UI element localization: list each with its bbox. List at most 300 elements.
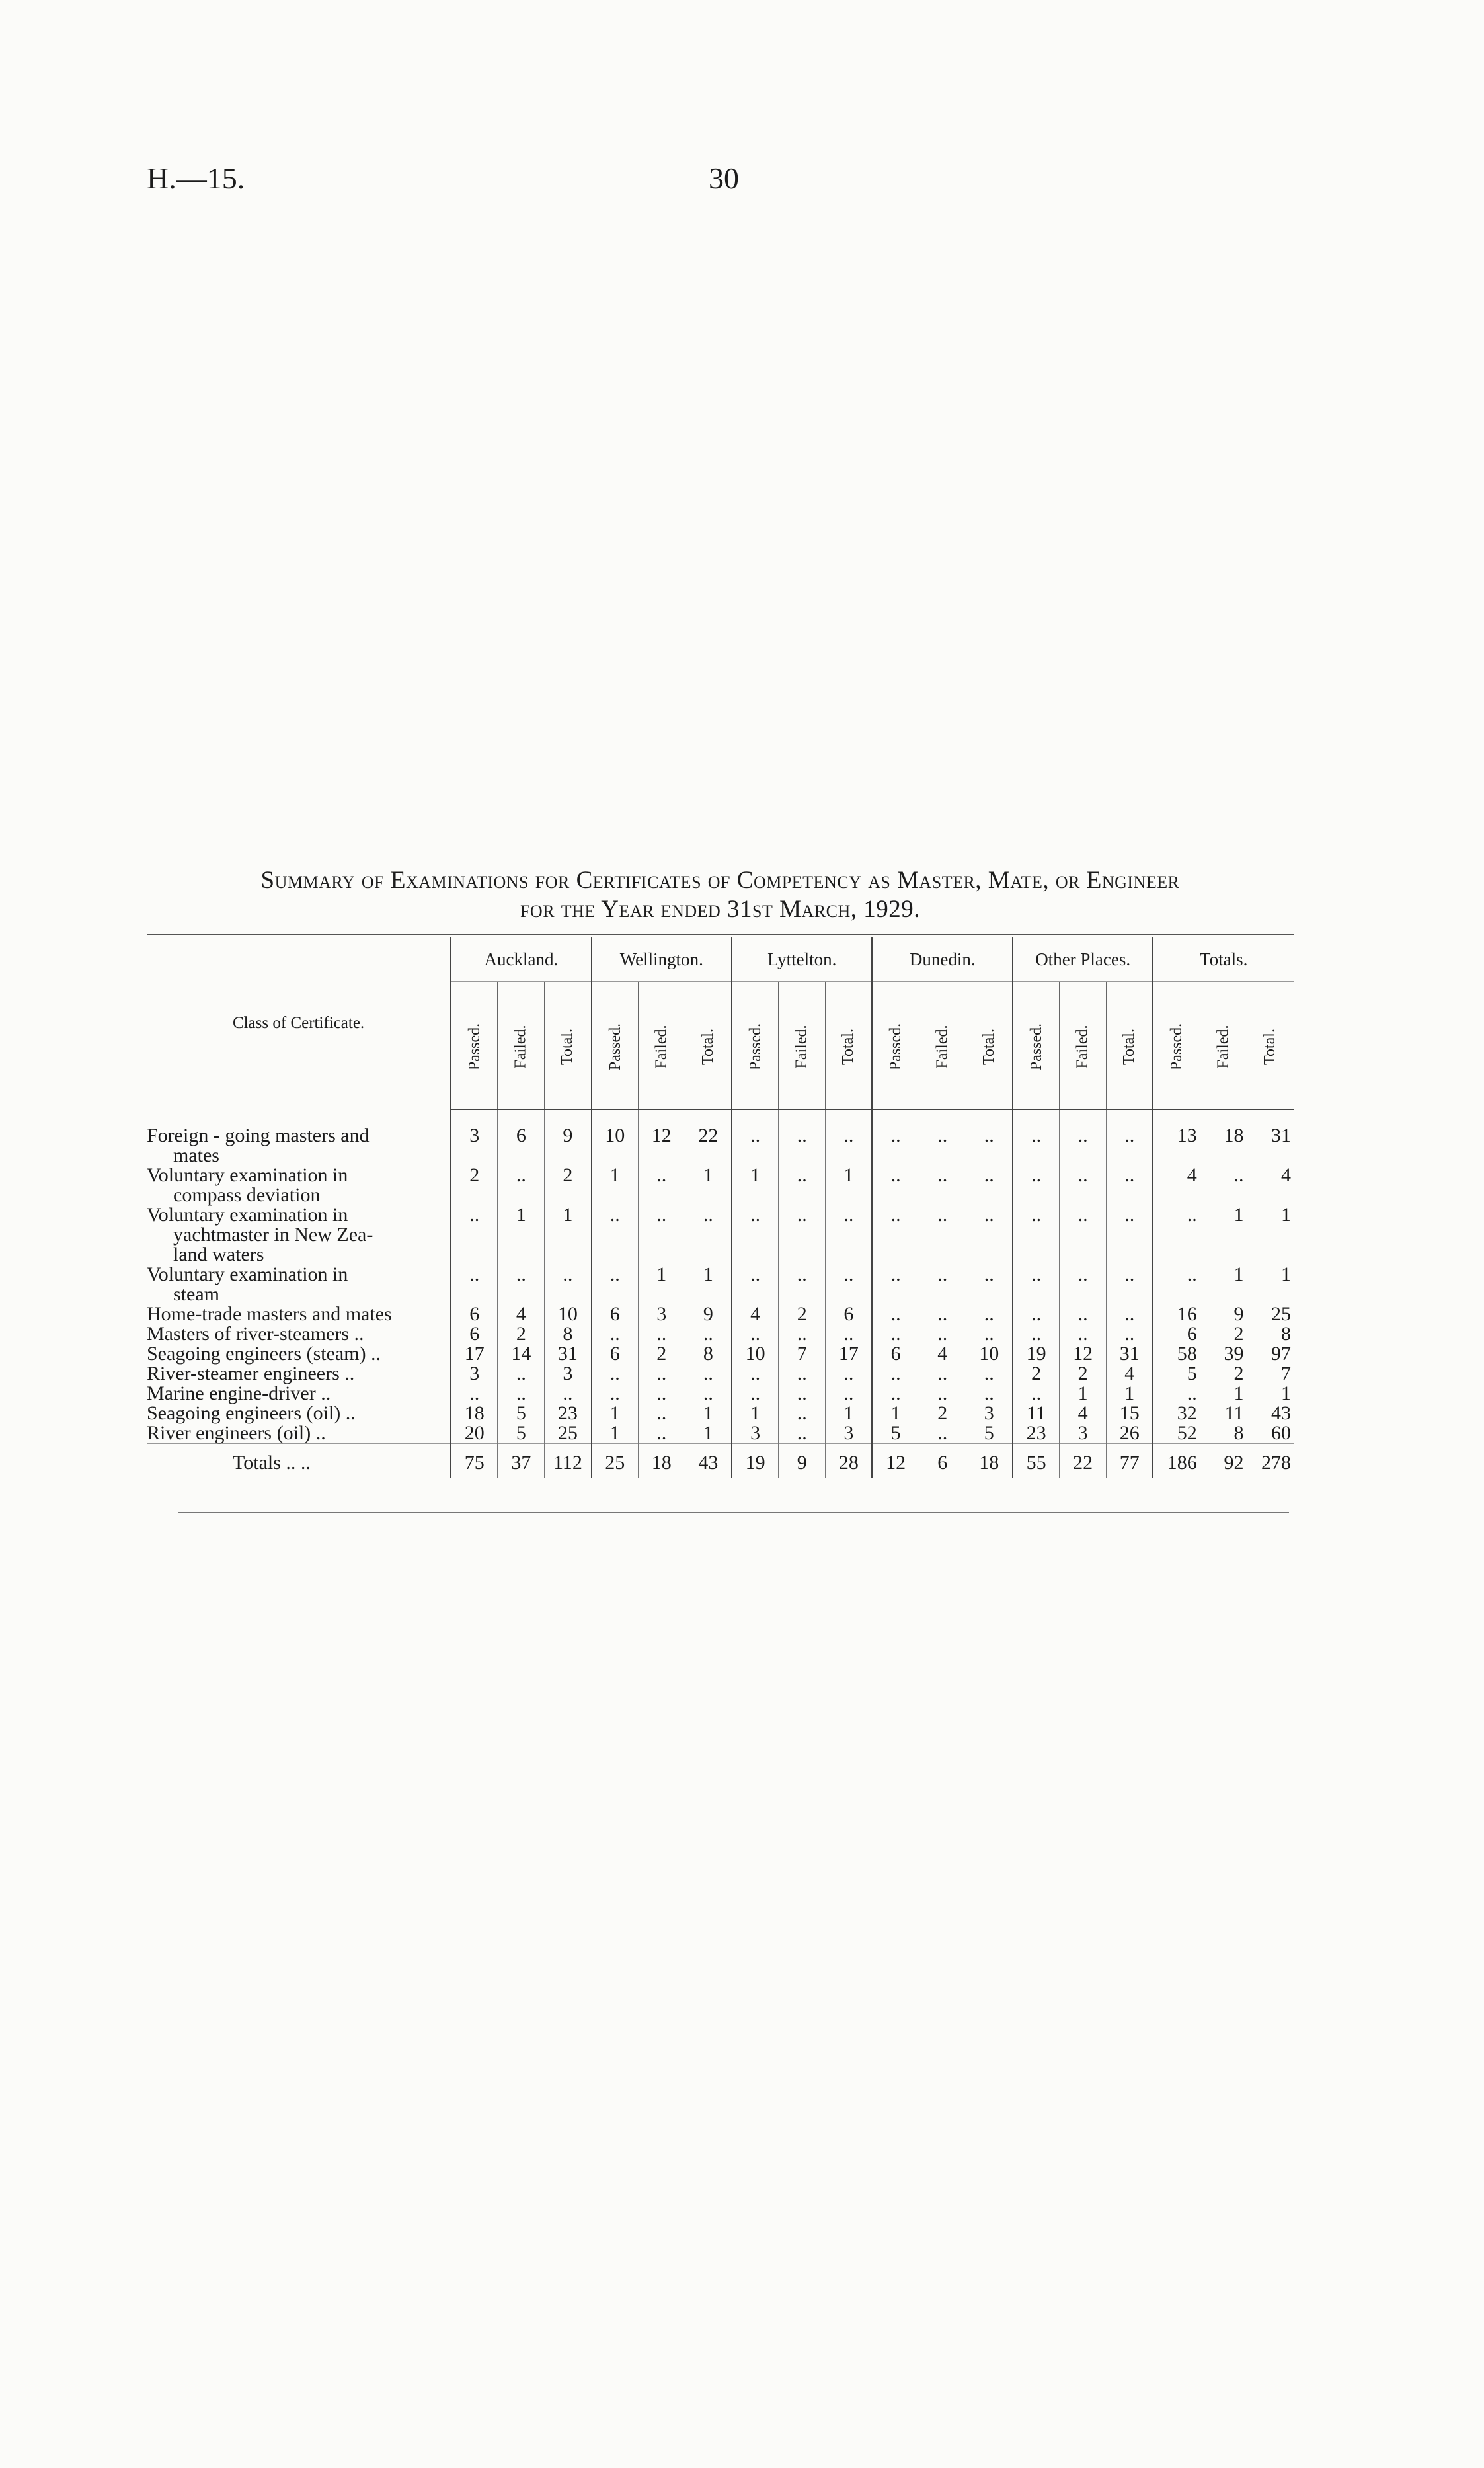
- subcolumn-header: [1247, 982, 1294, 1110]
- subcolumn-header: [826, 982, 873, 1110]
- cell-value: ..: [1200, 1166, 1247, 1205]
- table-row: [147, 1265, 1294, 1304]
- certificate-class-label: [147, 1205, 451, 1265]
- cell-value: ..: [919, 1423, 966, 1444]
- cell-value: 1: [685, 1166, 732, 1205]
- certificate-class-label: [147, 1364, 451, 1384]
- table-row: [147, 1166, 1294, 1205]
- subcolumn-header: [592, 982, 639, 1110]
- cell-value: ..: [872, 1166, 919, 1205]
- cell-value: 9: [545, 1126, 592, 1166]
- cell-value: 92: [1200, 1444, 1247, 1479]
- subcolumn-label: Failed.: [512, 1025, 529, 1069]
- subcolumn-label: Total.: [1120, 1029, 1138, 1065]
- cell-value: 2: [1200, 1324, 1247, 1344]
- subcolumn-label: Passed.: [606, 1023, 624, 1071]
- cell-value: ..: [919, 1384, 966, 1404]
- subcolumn-label: Total.: [980, 1029, 997, 1065]
- certificate-class-label: [147, 1265, 451, 1304]
- label-text: Marine engine-driver ..: [147, 1382, 331, 1404]
- certificate-class-label: [147, 1166, 451, 1205]
- cell-value: 11: [1013, 1404, 1060, 1423]
- cell-value: 186: [1153, 1444, 1200, 1479]
- cell-value: 2: [498, 1324, 545, 1344]
- label-continuation: land waters: [173, 1244, 264, 1265]
- certificate-class-label: [147, 1384, 451, 1404]
- cell-value: 11: [1200, 1404, 1247, 1423]
- cell-value: 12: [638, 1126, 685, 1166]
- cell-value: 1: [638, 1265, 685, 1304]
- cell-value: 1: [685, 1404, 732, 1423]
- cell-value: 1: [1200, 1265, 1247, 1304]
- cell-value: ..: [966, 1384, 1013, 1404]
- label-text: Seagoing engineers (steam) ..: [147, 1343, 381, 1365]
- certificate-class-label: [147, 1344, 451, 1364]
- spacer-row: [147, 1109, 1294, 1126]
- cell-value: ..: [592, 1324, 639, 1344]
- label-text: Totals .. ..: [233, 1452, 311, 1474]
- table-title: [147, 866, 1294, 924]
- cell-value: 6: [872, 1344, 919, 1364]
- table-bottom-rule: [178, 1512, 1289, 1513]
- cell-value: 5: [498, 1423, 545, 1444]
- subcolumn-header: [545, 982, 592, 1110]
- cell-value: 31: [545, 1344, 592, 1364]
- cell-value: 9: [779, 1444, 826, 1479]
- cell-value: 12: [872, 1444, 919, 1479]
- cell-value: 23: [545, 1404, 592, 1423]
- label-continuation: yachtmaster in New Zea-: [173, 1224, 373, 1246]
- cell-value: 3: [966, 1404, 1013, 1423]
- cell-value: ..: [638, 1364, 685, 1384]
- subcolumn-header: [1153, 982, 1200, 1110]
- cell-value: ..: [732, 1126, 779, 1166]
- cell-value: 60: [1247, 1423, 1294, 1444]
- cell-value: ..: [779, 1126, 826, 1166]
- subcolumn-label: Passed.: [1168, 1023, 1186, 1071]
- cell-value: ..: [1013, 1265, 1060, 1304]
- label-continuation: steam: [173, 1283, 219, 1305]
- subcolumn-header: [732, 982, 779, 1110]
- label-continuation: compass deviation: [173, 1184, 321, 1206]
- certificate-class-label: [147, 1324, 451, 1344]
- cell-value: ..: [1060, 1324, 1107, 1344]
- cell-value: ..: [1153, 1384, 1200, 1404]
- cell-value: 7: [1247, 1364, 1294, 1384]
- cell-value: ..: [826, 1364, 873, 1384]
- cell-value: ..: [638, 1324, 685, 1344]
- subcolumn-header: [685, 982, 732, 1110]
- cell-value: ..: [1060, 1126, 1107, 1166]
- subcolumn-header: [1013, 982, 1060, 1110]
- cell-value: 6: [451, 1324, 498, 1344]
- subcolumn-label: Total.: [699, 1029, 717, 1065]
- cell-value: 10: [732, 1344, 779, 1364]
- group-header-dunedin: Dunedin.: [872, 937, 1012, 982]
- cell-value: 18: [451, 1404, 498, 1423]
- cell-value: 4: [732, 1304, 779, 1324]
- cell-value: ..: [966, 1364, 1013, 1384]
- cell-value: ..: [872, 1265, 919, 1304]
- cell-value: 2: [1060, 1364, 1107, 1384]
- cell-value: ..: [592, 1205, 639, 1265]
- table-row: [147, 1404, 1294, 1423]
- cell-value: ..: [1107, 1166, 1153, 1205]
- subcolumn-header: [1107, 982, 1153, 1110]
- subcolumn-header: [966, 982, 1013, 1110]
- table-top-rule: [147, 934, 1294, 935]
- cell-value: ..: [1013, 1384, 1060, 1404]
- cell-value: ..: [919, 1126, 966, 1166]
- cell-value: 1: [1200, 1205, 1247, 1265]
- cell-value: 1: [1107, 1384, 1153, 1404]
- cell-value: ..: [1013, 1166, 1060, 1205]
- cell-value: 1: [732, 1166, 779, 1205]
- cell-value: 4: [1060, 1404, 1107, 1423]
- label-continuation: mates: [173, 1144, 219, 1166]
- cell-value: ..: [1060, 1304, 1107, 1324]
- cell-value: 16: [1153, 1304, 1200, 1324]
- cell-value: ..: [1013, 1126, 1060, 1166]
- cell-value: 112: [545, 1444, 592, 1479]
- cell-value: 10: [545, 1304, 592, 1324]
- cell-value: 4: [919, 1344, 966, 1364]
- label-text: Seagoing engineers (oil) ..: [147, 1402, 356, 1424]
- group-header-totals: Totals.: [1153, 937, 1294, 982]
- cell-value: 278: [1247, 1444, 1294, 1479]
- cell-value: ..: [1013, 1205, 1060, 1265]
- cell-value: ..: [545, 1384, 592, 1404]
- cell-value: 2: [919, 1404, 966, 1423]
- cell-value: 28: [826, 1444, 873, 1479]
- table-row: [147, 1324, 1294, 1344]
- certificate-class-label: [147, 1304, 451, 1324]
- cell-value: ..: [919, 1364, 966, 1384]
- cell-value: ..: [966, 1324, 1013, 1344]
- cell-value: 58: [1153, 1344, 1200, 1364]
- cell-value: 75: [451, 1444, 498, 1479]
- cell-value: ..: [966, 1304, 1013, 1324]
- cell-value: 1: [592, 1166, 639, 1205]
- subcolumn-label: Passed.: [466, 1023, 484, 1071]
- cell-value: ..: [872, 1205, 919, 1265]
- cell-value: ..: [638, 1384, 685, 1404]
- cell-value: ..: [779, 1166, 826, 1205]
- cell-value: 1: [592, 1423, 639, 1444]
- cell-value: ..: [826, 1265, 873, 1304]
- cell-value: ..: [685, 1364, 732, 1384]
- cell-value: 8: [545, 1324, 592, 1344]
- cell-value: ..: [872, 1304, 919, 1324]
- cell-value: 3: [826, 1423, 873, 1444]
- cell-value: 7: [779, 1344, 826, 1364]
- cell-value: 5: [966, 1423, 1013, 1444]
- certificate-class-label: [147, 1126, 451, 1166]
- cell-value: ..: [1013, 1304, 1060, 1324]
- subcolumn-label: Total.: [559, 1029, 576, 1065]
- cell-value: ..: [826, 1126, 873, 1166]
- cell-value: ..: [1153, 1265, 1200, 1304]
- cell-value: 1: [826, 1166, 873, 1205]
- cell-value: ..: [638, 1166, 685, 1205]
- cell-value: 1: [1247, 1205, 1294, 1265]
- cell-value: ..: [919, 1205, 966, 1265]
- cell-value: 22: [1060, 1444, 1107, 1479]
- cell-value: 1: [872, 1404, 919, 1423]
- cell-value: 6: [498, 1126, 545, 1166]
- cell-value: 3: [1060, 1423, 1107, 1444]
- cell-value: ..: [1107, 1304, 1153, 1324]
- cell-value: ..: [732, 1384, 779, 1404]
- cell-value: 10: [966, 1344, 1013, 1364]
- cell-value: ..: [638, 1423, 685, 1444]
- label-text: River engineers (oil) ..: [147, 1422, 326, 1444]
- subcolumn-label: Failed.: [1074, 1025, 1091, 1069]
- cell-value: 1: [498, 1205, 545, 1265]
- table-row: [147, 1423, 1294, 1444]
- cell-value: 4: [1107, 1364, 1153, 1384]
- cell-value: 1: [1247, 1265, 1294, 1304]
- cell-value: ..: [872, 1126, 919, 1166]
- cell-value: ..: [872, 1364, 919, 1384]
- cell-value: 22: [685, 1126, 732, 1166]
- table-row: [147, 1384, 1294, 1404]
- cell-value: ..: [732, 1265, 779, 1304]
- cell-value: ..: [826, 1384, 873, 1404]
- group-header-auckland: Auckland.: [451, 937, 591, 982]
- cell-value: 18: [966, 1444, 1013, 1479]
- cell-value: 13: [1153, 1126, 1200, 1166]
- cell-value: ..: [966, 1265, 1013, 1304]
- cell-value: ..: [498, 1384, 545, 1404]
- cell-value: 19: [732, 1444, 779, 1479]
- cell-value: 2: [1013, 1364, 1060, 1384]
- label-text: River-steamer engineers ..: [147, 1363, 355, 1384]
- cell-value: 32: [1153, 1404, 1200, 1423]
- cell-value: 8: [685, 1344, 732, 1364]
- cell-value: 6: [826, 1304, 873, 1324]
- cell-value: ..: [779, 1384, 826, 1404]
- subcolumn-header: [779, 982, 826, 1110]
- cell-value: ..: [779, 1205, 826, 1265]
- subcolumn-header: [638, 982, 685, 1110]
- cell-value: 1: [732, 1404, 779, 1423]
- subcolumn-label: Passed.: [747, 1023, 765, 1071]
- cell-value: 20: [451, 1423, 498, 1444]
- cell-value: ..: [779, 1404, 826, 1423]
- subcolumn-label: Failed.: [793, 1025, 810, 1069]
- subcolumn-label: Failed.: [652, 1025, 670, 1069]
- subcolumn-label: Total.: [840, 1029, 857, 1065]
- cell-value: ..: [1107, 1324, 1153, 1344]
- cell-value: 6: [919, 1444, 966, 1479]
- title-line-2: for the Year ended 31st March, 1929.: [520, 896, 921, 923]
- cell-value: 25: [592, 1444, 639, 1479]
- cell-value: ..: [779, 1324, 826, 1344]
- cell-value: 8: [1247, 1324, 1294, 1344]
- totals-label: [147, 1444, 451, 1479]
- cell-value: 3: [638, 1304, 685, 1324]
- cell-value: 43: [1247, 1404, 1294, 1423]
- cell-value: ..: [451, 1205, 498, 1265]
- cell-value: ..: [1153, 1205, 1200, 1265]
- subcolumn-header: [919, 982, 966, 1110]
- cell-value: 17: [826, 1344, 873, 1364]
- cell-value: 37: [498, 1444, 545, 1479]
- cell-value: ..: [1060, 1205, 1107, 1265]
- cell-value: 97: [1247, 1344, 1294, 1364]
- cell-value: ..: [919, 1265, 966, 1304]
- cell-value: 19: [1013, 1344, 1060, 1364]
- subcolumn-header: [872, 982, 919, 1110]
- table-row: [147, 1304, 1294, 1324]
- cell-value: 23: [1013, 1423, 1060, 1444]
- cell-value: ..: [826, 1324, 873, 1344]
- label-text: Voluntary examination in: [147, 1263, 348, 1285]
- subcolumn-label: Total.: [1261, 1029, 1279, 1065]
- cell-value: ..: [919, 1166, 966, 1205]
- subcolumn-label: Failed.: [1214, 1025, 1232, 1069]
- cell-value: 1: [1247, 1384, 1294, 1404]
- group-header-wellington: Wellington.: [592, 937, 732, 982]
- cell-value: 4: [1153, 1166, 1200, 1205]
- cell-value: ..: [872, 1324, 919, 1344]
- cell-value: 4: [498, 1304, 545, 1324]
- cell-value: 52: [1153, 1423, 1200, 1444]
- cell-value: ..: [732, 1205, 779, 1265]
- page-number: 30: [709, 161, 739, 195]
- cell-value: 5: [872, 1423, 919, 1444]
- cell-value: 8: [1200, 1423, 1247, 1444]
- page-reference: H.—15.: [147, 161, 245, 195]
- cell-value: 6: [592, 1304, 639, 1324]
- cell-value: ..: [498, 1265, 545, 1304]
- cell-value: ..: [638, 1205, 685, 1265]
- cell-value: ..: [732, 1364, 779, 1384]
- cell-value: 39: [1200, 1344, 1247, 1364]
- cell-value: ..: [919, 1324, 966, 1344]
- cell-value: 5: [1153, 1364, 1200, 1384]
- cell-value: 6: [1153, 1324, 1200, 1344]
- cell-value: 3: [545, 1364, 592, 1384]
- cell-value: ..: [1060, 1166, 1107, 1205]
- certificate-class-label: [147, 1404, 451, 1423]
- cell-value: 1: [545, 1205, 592, 1265]
- subcolumn-label: Passed.: [1028, 1023, 1046, 1071]
- cell-value: ..: [1060, 1265, 1107, 1304]
- cell-value: ..: [498, 1166, 545, 1205]
- cell-value: ..: [592, 1384, 639, 1404]
- cell-value: 1: [592, 1404, 639, 1423]
- cell-value: ..: [1107, 1265, 1153, 1304]
- cell-value: 77: [1107, 1444, 1153, 1479]
- label-text: Voluntary examination in: [147, 1164, 348, 1186]
- class-of-certificate-header: Class of Certificate.: [232, 1014, 365, 1032]
- cell-value: 31: [1247, 1126, 1294, 1166]
- cell-value: ..: [779, 1265, 826, 1304]
- cell-value: ..: [545, 1265, 592, 1304]
- group-header-lyttelton: Lyttelton.: [732, 937, 872, 982]
- subcolumn-header: [451, 982, 498, 1110]
- cell-value: 18: [638, 1444, 685, 1479]
- cell-value: 15: [1107, 1404, 1153, 1423]
- label-text: Foreign - going masters and: [147, 1125, 370, 1146]
- subcolumn-header: [498, 982, 545, 1110]
- cell-value: ..: [451, 1265, 498, 1304]
- totals-row: [147, 1444, 1294, 1479]
- cell-value: 2: [545, 1166, 592, 1205]
- subcolumn-label: Failed.: [933, 1025, 951, 1069]
- label-text: Masters of river-steamers ..: [147, 1323, 364, 1345]
- cell-value: ..: [966, 1126, 1013, 1166]
- cell-value: ..: [872, 1384, 919, 1404]
- table-row: [147, 1364, 1294, 1384]
- cell-value: 25: [545, 1423, 592, 1444]
- subcolumn-label: Passed.: [887, 1023, 905, 1071]
- cell-value: 9: [685, 1304, 732, 1324]
- group-header-other-places: Other Places.: [1013, 937, 1153, 982]
- cell-value: 1: [1060, 1384, 1107, 1404]
- table-row: [147, 1344, 1294, 1364]
- cell-value: 17: [451, 1344, 498, 1364]
- cell-value: ..: [498, 1364, 545, 1384]
- cell-value: ..: [779, 1364, 826, 1384]
- cell-value: 6: [451, 1304, 498, 1324]
- cell-value: ..: [919, 1304, 966, 1324]
- cell-value: ..: [451, 1384, 498, 1404]
- cell-value: ..: [592, 1265, 639, 1304]
- cell-value: 1: [826, 1404, 873, 1423]
- title-line-1: Summary of Examinations for Certificates of Competency as Master, Mate, or Engineer: [260, 867, 1180, 894]
- subcolumn-header: [1060, 982, 1107, 1110]
- cell-value: ..: [685, 1384, 732, 1404]
- cell-value: 2: [638, 1344, 685, 1364]
- cell-value: 55: [1013, 1444, 1060, 1479]
- cell-value: ..: [1107, 1126, 1153, 1166]
- cell-value: ..: [1013, 1324, 1060, 1344]
- cell-value: ..: [779, 1423, 826, 1444]
- label-text: Home-trade masters and mates: [147, 1303, 392, 1325]
- table-row: [147, 1126, 1294, 1166]
- cell-value: 1: [685, 1423, 732, 1444]
- cell-value: 43: [685, 1444, 732, 1479]
- cell-value: 2: [451, 1166, 498, 1205]
- cell-value: 4: [1247, 1166, 1294, 1205]
- cell-value: 31: [1107, 1344, 1153, 1364]
- cell-value: 1: [1200, 1384, 1247, 1404]
- table-row: [147, 1205, 1294, 1265]
- cell-value: ..: [592, 1364, 639, 1384]
- cell-value: 18: [1200, 1126, 1247, 1166]
- cell-value: ..: [1107, 1205, 1153, 1265]
- cell-value: 2: [779, 1304, 826, 1324]
- cell-value: 14: [498, 1344, 545, 1364]
- cell-value: 6: [592, 1344, 639, 1364]
- cell-value: 12: [1060, 1344, 1107, 1364]
- cell-value: 3: [451, 1364, 498, 1384]
- cell-value: 3: [451, 1126, 498, 1166]
- cell-value: ..: [966, 1166, 1013, 1205]
- cell-value: 5: [498, 1404, 545, 1423]
- cell-value: 25: [1247, 1304, 1294, 1324]
- cell-value: ..: [685, 1205, 732, 1265]
- cell-value: 9: [1200, 1304, 1247, 1324]
- cell-value: ..: [826, 1205, 873, 1265]
- cell-value: ..: [685, 1324, 732, 1344]
- examinations-table: [147, 937, 1294, 1478]
- label-text: Voluntary examination in: [147, 1204, 348, 1226]
- subcolumn-header: [1200, 982, 1247, 1110]
